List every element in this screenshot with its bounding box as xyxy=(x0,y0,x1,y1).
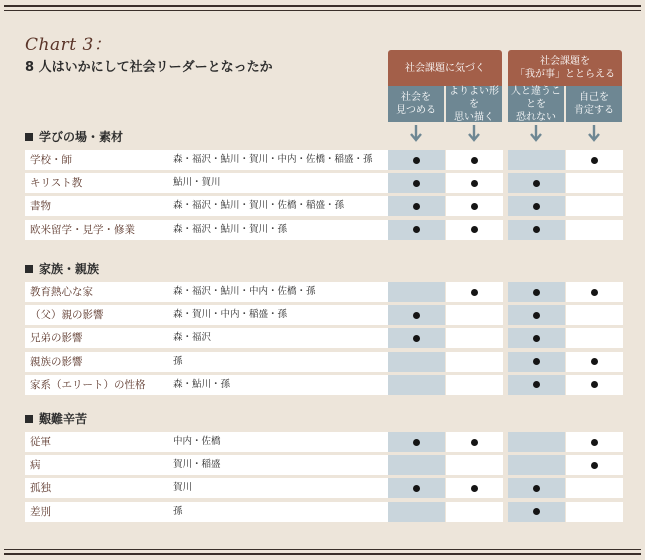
matrix-cell xyxy=(446,173,503,193)
arrow-down-icon xyxy=(467,124,481,142)
matrix-cell xyxy=(566,502,623,522)
row-label: 孤独 xyxy=(25,478,170,498)
column-header-self-affirm xyxy=(566,86,622,122)
matrix-cell xyxy=(446,478,503,498)
row-names: 森・福沢 xyxy=(170,328,390,348)
matrix-cell xyxy=(566,352,623,372)
matrix-cell xyxy=(566,196,623,216)
bottom-rule xyxy=(4,553,641,555)
row-label: 欧米留学・見学・修業 xyxy=(25,220,170,240)
row-names: 鮎川・賀川 xyxy=(170,173,390,193)
bullet-dot-icon xyxy=(413,157,420,164)
column-header-self-affirm-line1: 自己を xyxy=(579,92,609,103)
row-label: 兄弟の影響 xyxy=(25,328,170,348)
table-row xyxy=(25,282,623,302)
matrix-cell xyxy=(446,432,503,452)
row-names: 森・福沢・鮎川・賀川・孫 xyxy=(170,220,390,240)
row-names: 孫 xyxy=(170,352,390,372)
matrix-cell xyxy=(566,375,623,395)
table-row xyxy=(25,478,623,498)
matrix-cell xyxy=(566,220,623,240)
matrix-cell xyxy=(508,432,565,452)
section-title-text: 艱難辛苦 xyxy=(39,412,88,426)
matrix-cell xyxy=(566,150,623,170)
row-names: 賀川・稲盛 xyxy=(170,455,390,475)
matrix-cell xyxy=(508,220,565,240)
bullet-dot-icon xyxy=(471,439,478,446)
arrow-down-icon xyxy=(587,124,601,142)
matrix-cell xyxy=(388,502,445,522)
column-header-envision-line2: 思い描く xyxy=(454,111,494,123)
row-names: 中内・佐橋 xyxy=(170,432,390,452)
bullet-dot-icon xyxy=(533,180,540,187)
matrix-cell xyxy=(446,455,503,475)
table-row xyxy=(25,352,623,372)
row-label: 差別 xyxy=(25,502,170,522)
bullet-dot-icon xyxy=(413,335,420,342)
bullet-dot-icon xyxy=(471,203,478,210)
matrix-cell xyxy=(508,455,565,475)
bullet-dot-icon xyxy=(591,157,598,164)
table-row xyxy=(25,150,623,170)
bullet-dot-icon xyxy=(591,381,598,388)
column-header-observe-line1: 社会を xyxy=(401,92,431,103)
bullet-dot-icon xyxy=(413,439,420,446)
table-row xyxy=(25,502,623,522)
matrix-cell xyxy=(446,352,503,372)
matrix-cell xyxy=(388,375,445,395)
row-label: 学校・師 xyxy=(25,150,170,170)
matrix-cell xyxy=(388,328,445,348)
section-title-text: 学びの場・素材 xyxy=(39,130,124,144)
row-names: 森・鮎川・孫 xyxy=(170,375,390,395)
top-rule-thin xyxy=(4,10,641,11)
matrix-cell xyxy=(388,478,445,498)
row-names: 森・福沢・鮎川・賀川・中内・佐橋・稲盛・孫 xyxy=(170,150,390,170)
matrix-cell xyxy=(446,196,503,216)
bullet-dot-icon xyxy=(533,485,540,492)
matrix-cell xyxy=(446,220,503,240)
column-header-self-affirm-line2: 肯定する xyxy=(574,105,614,116)
bullet-dot-icon xyxy=(533,203,540,210)
bullet-dot-icon xyxy=(591,439,598,446)
matrix-cell xyxy=(388,432,445,452)
section-title xyxy=(25,410,87,427)
table-row xyxy=(25,173,623,193)
group-header-own-line2: 「我が事」ととらえる xyxy=(515,69,615,80)
chart-title: 8 人はいかにして社会リーダーとなったか xyxy=(25,60,273,75)
row-label: 書物 xyxy=(25,196,170,216)
matrix-cell xyxy=(388,196,445,216)
row-label: 教育熱心な家 xyxy=(25,282,170,302)
column-header-envision xyxy=(446,86,502,122)
row-names: 森・福沢・鮎川・中内・佐橋・孫 xyxy=(170,282,390,302)
group-header-notice xyxy=(388,50,502,86)
bottom-rule-thin xyxy=(4,549,641,550)
bullet-dot-icon xyxy=(591,358,598,365)
bullet-dot-icon xyxy=(533,289,540,296)
matrix-cell xyxy=(446,150,503,170)
bullet-dot-icon xyxy=(413,203,420,210)
row-label: キリスト教 xyxy=(25,173,170,193)
bullet-dot-icon xyxy=(533,312,540,319)
matrix-cell xyxy=(566,432,623,452)
arrow-down-icon xyxy=(409,124,423,142)
table-row xyxy=(25,305,623,325)
bullet-dot-icon xyxy=(413,312,420,319)
column-header-observe-line2: 見つめる xyxy=(396,105,436,116)
section-title-text: 家族・親族 xyxy=(39,262,100,276)
column-header-envision-line1: よりよい形を xyxy=(449,85,499,110)
bullet-dot-icon xyxy=(533,335,540,342)
table-row xyxy=(25,328,623,348)
top-rule xyxy=(4,5,641,7)
row-label: 病 xyxy=(25,455,170,475)
row-label: （父）親の影響 xyxy=(25,305,170,325)
matrix-cell xyxy=(388,282,445,302)
row-names: 森・賀川・中内・稲盛・孫 xyxy=(170,305,390,325)
matrix-cell xyxy=(566,455,623,475)
group-header-notice-label: 社会課題に気づく xyxy=(405,62,485,74)
bullet-dot-icon xyxy=(471,157,478,164)
bullet-dot-icon xyxy=(413,485,420,492)
bullet-dot-icon xyxy=(471,289,478,296)
column-header-fearless-line2: 恐れない xyxy=(516,111,556,123)
arrow-down-icon xyxy=(529,124,543,142)
matrix-cell xyxy=(446,502,503,522)
matrix-cell xyxy=(566,328,623,348)
matrix-cell xyxy=(388,173,445,193)
bullet-dot-icon xyxy=(533,508,540,515)
matrix-cell xyxy=(508,150,565,170)
bullet-dot-icon xyxy=(591,462,598,469)
matrix-cell xyxy=(508,173,565,193)
table-row xyxy=(25,455,623,475)
matrix-cell xyxy=(508,502,565,522)
row-names: 賀川 xyxy=(170,478,390,498)
matrix-cell xyxy=(508,352,565,372)
group-header-own xyxy=(508,50,622,86)
matrix-cell xyxy=(566,478,623,498)
column-header-fearless-line1: 人と違うことを xyxy=(511,85,561,110)
matrix-cell xyxy=(508,328,565,348)
row-label: 従軍 xyxy=(25,432,170,452)
bullet-dot-icon xyxy=(533,358,540,365)
section-square-icon xyxy=(25,265,33,273)
matrix-cell xyxy=(388,150,445,170)
bullet-dot-icon xyxy=(471,180,478,187)
table-row xyxy=(25,220,623,240)
matrix-cell xyxy=(566,305,623,325)
bullet-dot-icon xyxy=(413,180,420,187)
bullet-dot-icon xyxy=(471,226,478,233)
matrix-cell xyxy=(388,220,445,240)
section-square-icon xyxy=(25,415,33,423)
matrix-cell xyxy=(446,282,503,302)
row-names: 孫 xyxy=(170,502,390,522)
matrix-cell xyxy=(566,173,623,193)
chart-label: Chart 3： xyxy=(25,35,112,55)
matrix-cell xyxy=(446,328,503,348)
column-header-fearless xyxy=(508,86,564,122)
matrix-cell xyxy=(388,455,445,475)
table-row xyxy=(25,375,623,395)
matrix-cell xyxy=(446,375,503,395)
bullet-dot-icon xyxy=(533,381,540,388)
bullet-dot-icon xyxy=(533,226,540,233)
bullet-dot-icon xyxy=(591,289,598,296)
matrix-cell xyxy=(508,196,565,216)
bullet-dot-icon xyxy=(413,226,420,233)
group-header-own-line1: 社会課題を xyxy=(540,56,590,67)
section-square-icon xyxy=(25,133,33,141)
matrix-cell xyxy=(388,352,445,372)
row-names: 森・福沢・鮎川・賀川・佐橋・稲盛・孫 xyxy=(170,196,390,216)
matrix-cell xyxy=(508,375,565,395)
matrix-cell xyxy=(508,478,565,498)
matrix-cell xyxy=(508,282,565,302)
column-header-observe xyxy=(388,86,444,122)
matrix-cell xyxy=(508,305,565,325)
section-title xyxy=(25,128,123,145)
matrix-cell xyxy=(388,305,445,325)
row-label: 家系（エリート）の性格 xyxy=(25,375,170,395)
matrix-cell xyxy=(446,305,503,325)
section-title xyxy=(25,260,99,277)
table-row xyxy=(25,196,623,216)
row-label: 親族の影響 xyxy=(25,352,170,372)
matrix-cell xyxy=(566,282,623,302)
bullet-dot-icon xyxy=(471,485,478,492)
table-row xyxy=(25,432,623,452)
